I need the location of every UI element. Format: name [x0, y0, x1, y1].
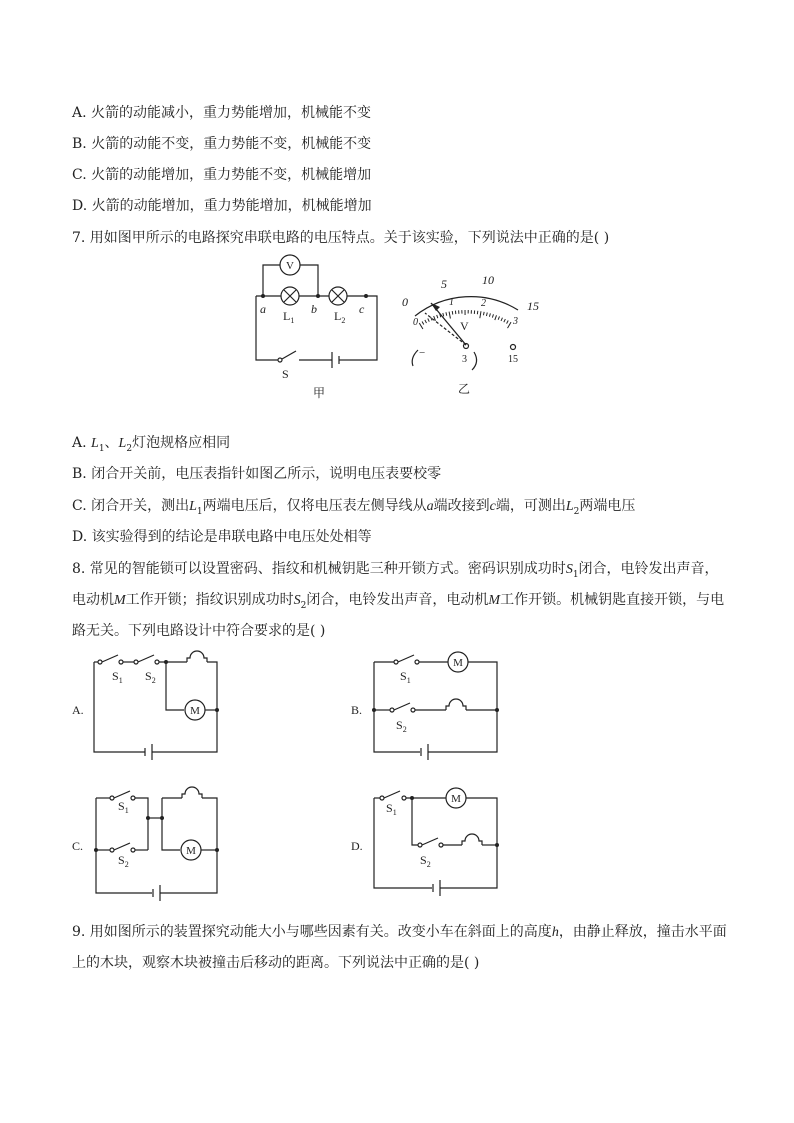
svg-text:2: 2 — [481, 298, 486, 309]
q6-option-b: B. 火箭的动能不变，重力势能不变，机械能不变 — [72, 136, 372, 152]
svg-text:S1: $S_1$ — [400, 669, 411, 685]
svg-text:A.: A. — [72, 703, 84, 717]
battery-icon — [145, 744, 152, 760]
switch-s2-icon — [114, 843, 130, 850]
q8-stem-line1: 8. 常见的智能锁可以设置密码、指纹和机械钥匙三种开锁方式。密码识别成功时$S_1$闭合，电铃发出声音， — [72, 561, 719, 580]
switch-s1-icon — [398, 655, 414, 662]
scale-tick — [431, 317, 432, 320]
svg-text:3: 3 — [462, 354, 467, 365]
scale-tick — [425, 320, 427, 323]
scale-tick — [428, 319, 429, 322]
svg-text:S: S — [282, 367, 289, 381]
switch-icon — [282, 351, 296, 359]
svg-text:L1: $L_1$ — [283, 309, 295, 325]
svg-text:−: − — [419, 347, 426, 359]
svg-text:15: 15 — [508, 354, 518, 365]
svg-text:S2: $S_2$ — [396, 718, 407, 734]
switch-s1-icon — [114, 791, 130, 798]
scale-tick — [495, 315, 497, 320]
svg-text:C.: C. — [72, 839, 84, 853]
bell-icon — [462, 834, 482, 845]
svg-text:M: M — [451, 793, 461, 805]
svg-text:S2: $S_2$ — [145, 669, 156, 685]
scale-tick — [437, 315, 438, 318]
q6-option-c: C. 火箭的动能增加，重力势能不变，机械能增加 — [72, 167, 372, 183]
svg-text:甲: 甲 — [313, 386, 326, 400]
svg-text:10: 10 — [482, 273, 494, 287]
svg-text:S2: $S_2$ — [420, 853, 431, 869]
svg-text:L2: $L_2$ — [334, 309, 346, 325]
svg-text:c: c — [359, 302, 365, 316]
scale-tick — [508, 322, 512, 328]
svg-text:S1: $S_1$ — [386, 801, 397, 817]
svg-text:b: b — [311, 302, 317, 316]
scale-tick — [483, 312, 484, 315]
q8-circuit-a — [70, 645, 230, 770]
scale-tick — [498, 316, 499, 319]
q9-stem-line2: 上的木块，观察木块被撞击后移动的距离。下列说法中正确的是( ) — [72, 955, 480, 971]
scale-tick — [501, 318, 502, 321]
svg-text:乙: 乙 — [458, 382, 471, 396]
q6-option-d: D. 火箭的动能增加，重力势能增加，机械能增加 — [72, 198, 372, 214]
svg-text:15: 15 — [527, 299, 539, 313]
switch-s2-icon — [138, 655, 154, 662]
scale-tick — [449, 312, 450, 319]
battery-icon — [332, 352, 339, 368]
q8-stem-line3: 路无关。下列电路设计中符合要求的是( ) — [72, 623, 326, 639]
switch-s2-icon — [422, 838, 438, 845]
scale-tick — [446, 312, 447, 315]
svg-text:D.: D. — [351, 839, 363, 853]
q6-option-a: A. 火箭的动能减小，重力势能增加，机械能不变 — [72, 105, 372, 121]
svg-text:M: M — [453, 657, 463, 669]
svg-text:S2: $S_2$ — [118, 853, 129, 869]
q7-stem: 7. 用如图甲所示的电路探究串联电路的电压特点。关于该实验，下列说法中正确的是( ) — [72, 230, 610, 246]
scale-tick — [507, 321, 509, 324]
q9-stem-line1: 9. 用如图所示的装置探究动能大小与哪些因素有关。改变小车在斜面上的高度h，由静止释放，撞击水平面 — [72, 924, 727, 940]
scale-tick — [443, 313, 444, 316]
svg-text:0: 0 — [402, 295, 408, 309]
q7-option-d: D. 该实验得到的结论是串联电路中电压处处相等 — [72, 529, 372, 545]
svg-text:V: V — [460, 319, 469, 333]
scale-tick — [452, 311, 453, 314]
svg-text:B.: B. — [351, 703, 363, 717]
scale-tick — [419, 323, 423, 329]
q7-option-a: A. $L_1$、$L_2$灯泡规格应相同 — [72, 435, 231, 454]
svg-text:M: M — [190, 705, 200, 717]
switch-s1-icon — [102, 655, 118, 662]
battery-icon — [421, 744, 428, 760]
svg-text:V: V — [286, 260, 294, 272]
q7-option-c: C. 闭合开关，测出$L_1$两端电压后，仅将电压表左侧导线从a端改接到c端，可测出$L_2$两端电压 — [72, 498, 636, 517]
svg-text:M: M — [186, 845, 196, 857]
q8-circuit-c — [70, 778, 230, 903]
bell-icon — [446, 699, 466, 710]
q8-circuit-b — [348, 645, 508, 770]
battery-icon — [153, 885, 160, 901]
svg-text:S1: $S_1$ — [118, 799, 129, 815]
q8-stem-line2: 电动机M工作开锁；指纹识别成功时$S_2$闭合，电铃发出声音，电动机M工作开锁。机械钥匙直接开锁，与电 — [72, 592, 725, 611]
scale-tick — [486, 313, 487, 316]
svg-text:1: 1 — [449, 297, 454, 308]
bell-icon — [187, 651, 207, 662]
scale-tick — [504, 319, 506, 322]
svg-text:0: 0 — [413, 317, 418, 328]
svg-text:3: 3 — [513, 316, 518, 327]
q7-figure-jia — [240, 250, 400, 400]
svg-text:5: 5 — [441, 277, 447, 291]
scale-tick — [480, 311, 481, 318]
switch-s2-icon — [394, 703, 410, 710]
scale-tick — [492, 314, 493, 317]
bell-icon — [182, 787, 202, 798]
scale-tick — [489, 313, 490, 316]
scale-tick — [422, 321, 424, 324]
battery-icon — [433, 880, 440, 896]
q7-figure-yi — [395, 250, 545, 400]
q7-option-b: B. 闭合开关前，电压表指针如图乙所示，说明电压表要校零 — [72, 466, 442, 482]
q8-circuit-d — [348, 778, 508, 903]
svg-text:S1: $S_1$ — [112, 669, 123, 685]
svg-text:a: a — [260, 302, 266, 316]
switch-s1-icon — [384, 791, 400, 798]
